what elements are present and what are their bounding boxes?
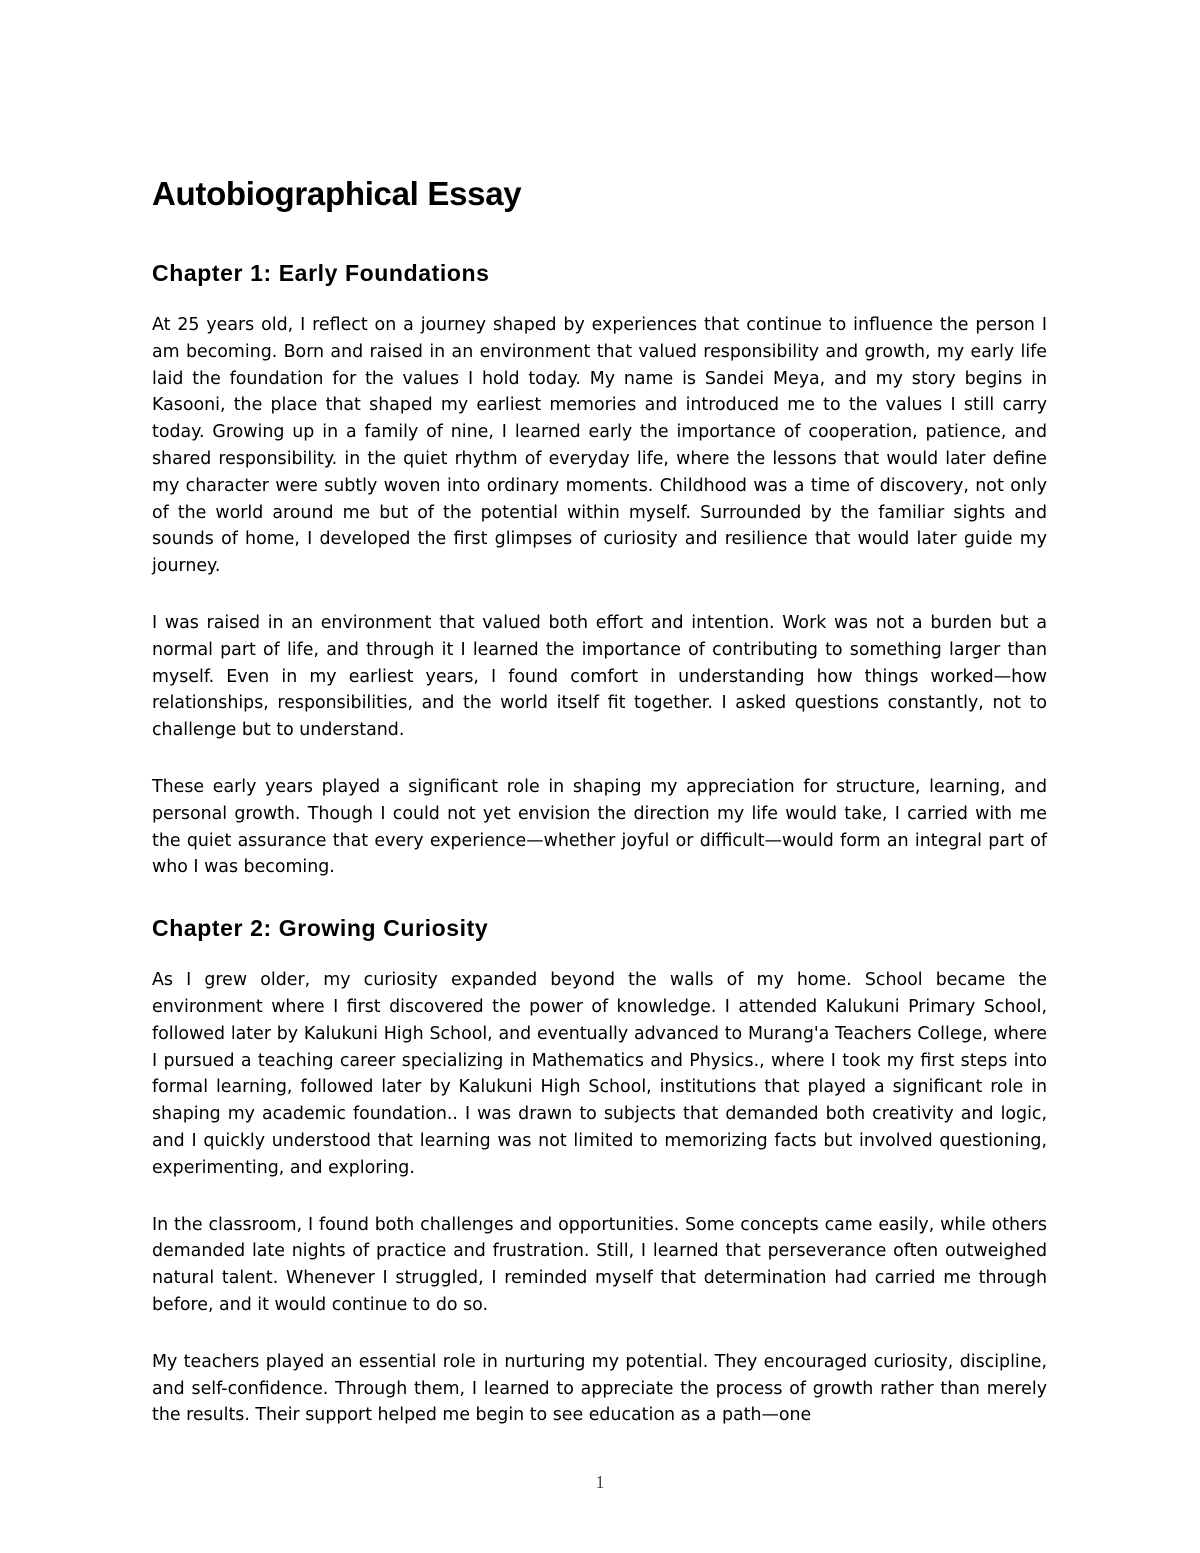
paragraph: I was raised in an environment that valued both effort and intention. Work was not a burden but a normal part of life, and through it I learned the importance of contributing to something larger than myself. Even in my earliest years, I found comfort in understanding how things worked—how relationships, responsibilities, and the world itself fit together. I asked questions constantly, not to challenge but to understand. (152, 612, 1047, 741)
paragraph: At 25 years old, I reflect on a journey shaped by experiences that continue to influence the person I am becoming. Born and raised in an environment that valued responsibility and growth, my early life laid the foundation for the values I hold today. My name is Sandei Meya, and my story begins in Kasooni, the place that shaped my earliest memories and introduced me to the values I still carry today. Growing up in a family of nine, I learned early the importance of cooperation, patience, and shared responsibility. in the quiet rhythm of everyday life, where the lessons that would later define my character were subtly woven into ordinary moments. Childhood was a time of discovery, not only of the world around me but of the potential within myself. Surrounded by the familiar sights and sounds of home, I developed the first glimpses of curiosity and resilience that would later guide my journey. (152, 315, 1047, 577)
document-title: Autobiographical Essay (152, 175, 522, 212)
chapter-1 (152, 256, 1047, 881)
page-number: 1 (595, 1472, 605, 1492)
chapter-2 (152, 911, 1047, 1429)
document-body (152, 172, 1047, 1459)
paragraph: These early years played a significant role in shaping my appreciation for structure, learning, and personal growth. Though I could not yet envision the direction my life would take, I carried with me the quiet assurance that every experience—whether joyful or difficult—would form an integral part of who I was becoming. (152, 776, 1047, 878)
paragraph: In the classroom, I found both challenges and opportunities. Some concepts came easily, while others demanded late nights of practice and frustration. Still, I learned that perseverance often outweighed natural talent. Whenever I struggled, I reminded myself that determination had carried me through before, and it would continue to do so. (152, 1214, 1047, 1315)
paragraph: As I grew older, my curiosity expanded beyond the walls of my home. School became the environment where I first discovered the power of knowledge. I attended Kalukuni Primary School, followed later by Kalukuni High School, and eventually advanced to Murang'a Teachers College, where I pursued a teaching career specializing in Mathematics and Physics., where I took my first steps into formal learning, followed later by Kalukuni High School, institutions that played a significant role in shaping my academic foundation.. I was drawn to subjects that demanded both creativity and logic, and I quickly understood that learning was not limited to memorizing facts but involved questioning, experimenting, and exploring. (152, 970, 1047, 1178)
paragraph: My teachers played an essential role in nurturing my potential. They encouraged curiosity, discipline, and self-confidence. Through them, I learned to appreciate the process of growth rather than merely the results. Their support helped me begin to see education as a path—one (152, 1351, 1047, 1426)
chapter-heading: Chapter 1: Early Foundations (152, 260, 490, 286)
chapter-heading: Chapter 2: Growing Curiosity (152, 915, 489, 942)
